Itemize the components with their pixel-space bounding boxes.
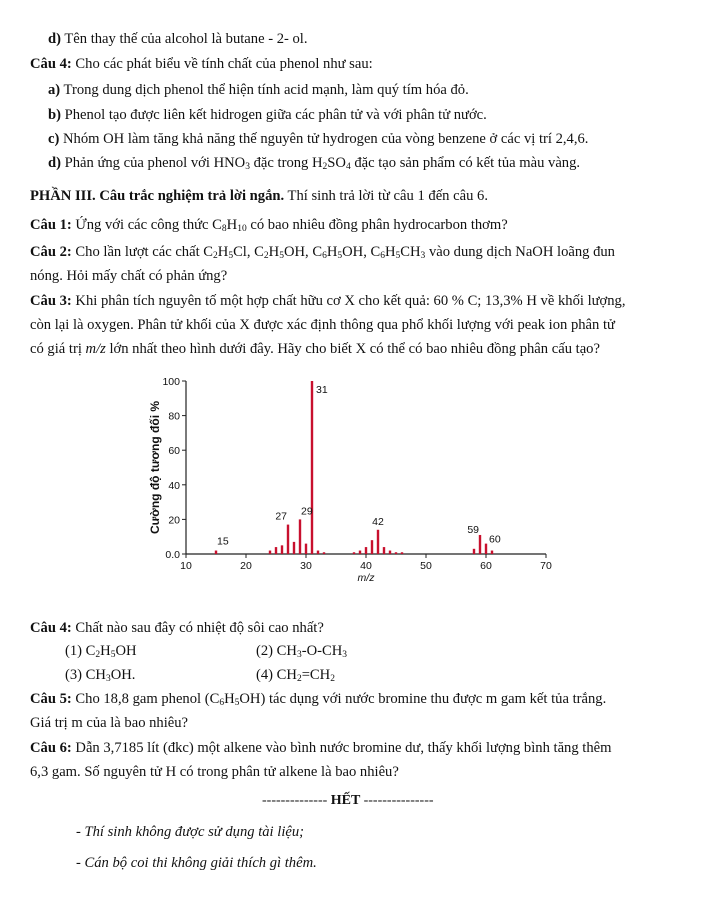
option-label: d) (48, 31, 61, 47)
x-tick-label: 70 (540, 560, 552, 572)
question-6-line-2 (30, 763, 399, 781)
statement-text: Trong dung dịch phenol thể hiện tính acid mạnh, làm quý tím hóa đỏ. (60, 82, 469, 98)
text: Phản ứng của phenol với HNO (60, 155, 246, 171)
peak-bar (311, 381, 313, 554)
question-text: còn lại là oxygen. Phân tử khối của X được xác định thông qua phổ khối lượng với peak ion phân tử (30, 317, 615, 333)
option-1 (65, 642, 137, 660)
x-tick-label: 40 (360, 560, 372, 572)
text: -O-CH (301, 643, 343, 659)
peak-bar (359, 551, 361, 554)
end-dashes-left: -------------- (262, 793, 328, 808)
text: OH, C (342, 244, 381, 260)
subscript: 6 (322, 251, 327, 261)
subscript: 2 (95, 650, 101, 660)
chart-peak-labels (217, 384, 501, 548)
text: =CH (301, 667, 331, 683)
subscript: 5 (234, 698, 240, 708)
question-label: Câu 6: (30, 740, 72, 756)
peak-bar (215, 551, 217, 554)
question-5-line-2 (30, 714, 188, 732)
question-text: Khi phân tích nguyên tố một hợp chất hữu cơ X cho kết quả: 60 % C; 13,3% H về khối lượng, (71, 293, 626, 309)
text: OH. (110, 667, 136, 683)
end-marker (262, 792, 434, 810)
subscript: 3 (105, 674, 111, 684)
subscript: 5 (279, 251, 284, 261)
statement-text: Nhóm OH làm tăng khả năng thế nguyên tử hydrogen của vòng benzene ở các vị trí 2,4,6. (59, 131, 589, 147)
peak-bar (383, 547, 385, 554)
subscript: 3 (296, 650, 302, 660)
subscript: 3 (342, 650, 347, 660)
text: (1) C (65, 643, 96, 659)
y-tick-label: 0.0 (165, 549, 180, 561)
question-text: Chất nào sau đây có nhiệt độ sôi cao nhất? (71, 620, 324, 636)
peak-bar (353, 552, 355, 554)
end-dashes-right: --------------- (363, 793, 434, 808)
y-tick-label: 80 (168, 410, 180, 423)
y-tick-label: 100 (162, 376, 180, 388)
question-text: 6,3 gam. Số nguyên tử H có trong phân tử alkene là bao nhiêu? (30, 764, 399, 780)
section-title: PHẦN III. Câu trắc nghiệm trả lời ngắn. (30, 188, 285, 204)
text: H (326, 244, 338, 260)
question-5 (30, 690, 606, 708)
text: Ứng với các công thức C (71, 217, 222, 233)
x-tick-label: 10 (180, 560, 192, 572)
text: (4) CH (256, 667, 297, 683)
question-label: Câu 2: (30, 244, 72, 260)
y-tick-label: 40 (168, 479, 180, 492)
subscript: 6 (380, 251, 385, 261)
subscript: 5 (228, 251, 234, 261)
text: H (224, 691, 235, 707)
statement-b (48, 106, 487, 124)
peak-bar (485, 544, 487, 554)
question-label: Câu 4: (30, 56, 72, 72)
subscript: 2 (213, 251, 218, 261)
text: OH) tác dụng với nước bromine thu được m gam kết tủa trắng. (239, 691, 607, 707)
peak-bar (365, 547, 367, 554)
subscript: 8 (221, 224, 227, 234)
peak-label: 15 (217, 535, 229, 548)
option-2 (256, 642, 347, 660)
x-tick-label: 30 (300, 560, 312, 572)
text: Cho lần lượt các chất C (71, 244, 214, 260)
peak-bar (317, 551, 319, 554)
option-4 (256, 666, 335, 684)
text: H (268, 244, 280, 260)
mass-spectrum-chart (138, 366, 558, 588)
text: đặc tạo sản phẩm có kết tủa màu vàng. (350, 155, 581, 171)
text: H (100, 643, 111, 659)
question-text: Dẫn 3,7185 lít (đkc) một alkene vào bình nước bromine dư, thấy khối lượng bình tăng thêm (71, 740, 612, 756)
peak-bar (287, 525, 289, 554)
statement-c (48, 130, 588, 148)
y-axis-title: Cường độ tương đối % (148, 400, 162, 535)
question-text: lớn nhất theo hình dưới đây. Hãy cho biết X có thể có bao nhiêu đồng phân cấu tạo? (105, 341, 600, 357)
text: SO (327, 155, 346, 171)
text: CH (400, 244, 421, 260)
question-text: Cho các phát biểu về tính chất của phenol như sau: (71, 56, 373, 72)
text: OH (115, 643, 137, 659)
peak-bar (401, 552, 403, 554)
question-6 (30, 739, 611, 757)
peak-bar (377, 530, 379, 554)
subscript: 2 (296, 674, 302, 684)
peak-label: 27 (275, 510, 287, 523)
peak-bar (281, 545, 283, 554)
question-label: Câu 5: (30, 691, 72, 707)
text: Cho 18,8 gam phenol (C (71, 691, 220, 707)
peak-bar (293, 542, 295, 554)
subscript: 5 (395, 251, 401, 261)
mz-symbol: m/z (85, 341, 106, 357)
peak-label: 31 (316, 384, 328, 396)
note-no-materials: - Thí sinh không được sử dụng tài liệu; (76, 824, 305, 840)
note-no-explanation: - Cán bộ coi thi không giải thích gì thêm. (76, 855, 317, 871)
question-label: Câu 1: (30, 217, 72, 233)
text: H (226, 217, 238, 233)
part-3-heading (30, 187, 488, 205)
x-tick-label: 50 (420, 560, 432, 572)
text: (3) CH (65, 667, 106, 683)
peak-bar (371, 540, 373, 554)
statement-label: d) (48, 155, 61, 171)
option-3 (65, 666, 135, 684)
subscript: 5 (337, 251, 343, 261)
text: H (217, 244, 229, 260)
x-tick-label: 60 (480, 560, 492, 572)
peak-bar (491, 551, 493, 554)
text: (2) CH (256, 643, 297, 659)
text: OH, C (283, 244, 323, 260)
text: vào dung dịch NaOH loãng đun (425, 244, 615, 260)
section-instruction: Thí sinh trả lời từ câu 1 đến câu 6. (284, 188, 488, 204)
end-word: HẾT (327, 793, 364, 808)
text: H (384, 244, 396, 260)
question-4 (30, 619, 324, 637)
text: đặc trong H (249, 155, 323, 171)
y-tick-label: 60 (168, 445, 180, 458)
peak-bar (389, 551, 391, 554)
subscript: 10 (237, 224, 247, 234)
statement-label: c) (48, 131, 60, 147)
question-text: Giá trị m của là bao nhiêu? (30, 715, 189, 731)
option-text: Tên thay thế của alcohol là butane - 2- ol. (60, 31, 308, 47)
option-d-alcohol (48, 30, 308, 48)
subscript: 3 (420, 251, 426, 261)
subscript: 2 (330, 674, 335, 684)
peak-label: 42 (372, 515, 384, 528)
peak-bar (473, 549, 475, 554)
question-text: có giá trị (30, 341, 86, 357)
statement-text: Phenol tạo được liên kết hidrogen giữa các phân tử và với phân tử nước. (60, 107, 487, 123)
question-2-line-2 (30, 267, 227, 285)
question-4-phenol (30, 55, 373, 73)
statement-a (48, 81, 469, 99)
peak-bar (299, 519, 301, 554)
question-1 (30, 216, 508, 234)
text: có bao nhiêu đồng phân hydrocarbon thơm? (246, 217, 508, 233)
subscript: 3 (245, 162, 250, 172)
peak-label: 59 (467, 523, 479, 536)
statement-label: a) (48, 82, 61, 98)
y-tick-label: 20 (168, 514, 180, 527)
x-tick-label: 20 (240, 560, 252, 572)
text: Cl, C (233, 244, 264, 260)
peak-bar (269, 551, 271, 554)
subscript: 2 (263, 251, 269, 261)
subscript: 6 (219, 698, 225, 708)
peak-label: 29 (301, 505, 313, 518)
statement-d (48, 154, 580, 172)
x-axis-title: m/z (357, 572, 375, 584)
question-3-line-2 (30, 316, 615, 334)
question-label: Câu 3: (30, 293, 72, 309)
peak-bar (479, 535, 481, 554)
subscript: 2 (322, 162, 328, 172)
question-label: Câu 4: (30, 620, 72, 636)
question-text: nóng. Hỏi mấy chất có phản ứng? (30, 268, 228, 284)
question-2 (30, 243, 615, 261)
subscript: 4 (345, 162, 351, 172)
peak-bar (305, 544, 307, 554)
subscript: 5 (110, 650, 116, 660)
peak-bar (323, 552, 325, 554)
peak-bar (395, 552, 397, 554)
peak-label: 60 (489, 533, 501, 546)
peak-bar (275, 547, 277, 554)
question-3 (30, 292, 626, 310)
question-3-line-3 (30, 340, 600, 358)
statement-label: b) (48, 107, 61, 123)
chart-peaks (215, 381, 493, 554)
